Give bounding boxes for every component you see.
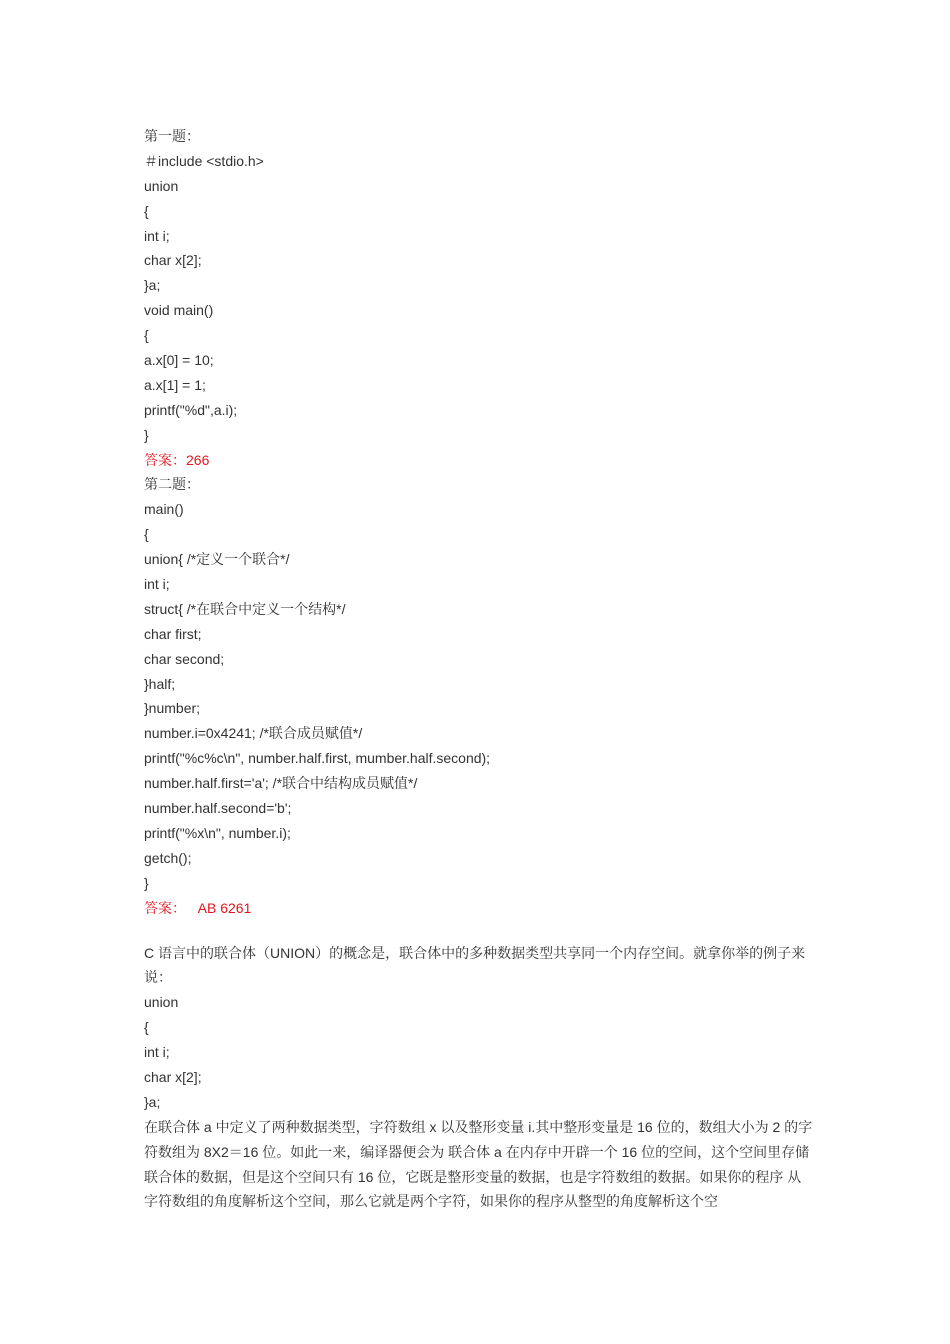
code-line: printf("%d",a.i); [144,401,238,418]
code-line: union [144,177,179,194]
question-1-code [144,149,814,448]
code-line: char x[2]; [144,252,202,269]
code-line: union{ /*定义一个联合*/ [144,551,290,568]
code-line: }a; [144,1093,161,1110]
code-line: { [144,526,149,543]
question-1-answer: 答案：266 [144,451,210,468]
code-line: getch(); [144,849,192,866]
code-line: char x[2]; [144,1068,202,1085]
code-line: number.half.second='b'; [144,800,292,817]
explanation-code [144,990,814,1114]
document-page [144,124,814,1214]
code-line: }number; [144,700,201,717]
code-line: { [144,1019,149,1036]
explanation-intro: C 语言中的联合体（UNION）的概念是，联合体中的多种数据类型共享同一个内存空间。就拿你举的例子来说： [144,944,806,986]
question-2-answer: 答案： AB 6261 [144,899,252,916]
code-line: printf("%x\n", number.i); [144,824,291,841]
code-line: { [144,327,149,344]
code-line: char first; [144,625,202,642]
code-line: union [144,994,179,1011]
code-line: }a; [144,277,161,294]
code-line: int i; [144,576,170,593]
section-gap [144,921,814,941]
code-line: main() [144,501,184,518]
code-line: void main() [144,302,214,319]
code-line: a.x[0] = 10; [144,352,214,369]
explanation-body: 在联合体 a 中定义了两种数据类型，字符数组 x 以及整形变量 i.其中整形变量是 16 位的，数组大小为 2 的字符数组为 8X2＝16 位。如此一来，编译器便会为 联合体 a 在内存中开辟一个 16 位的空间，这个空间里存储联合体的数据，但是这个空间只有 16 位，它既是整形变量的数据，也是字符数组的数据。如果你的程序 从字符数组的角度解析这个空间，那么它就是两个字符，如果你的程序从整型的角度解析这个空 [144,1118,813,1210]
code-line: number.i=0x4241; /*联合成员赋值*/ [144,725,363,742]
code-line: ＃include <stdio.h> [144,152,264,169]
code-line: int i; [144,1044,170,1061]
question-2-title: 第二题： [144,476,200,493]
code-line: int i; [144,227,170,244]
code-line: number.half.first='a'; /*联合中结构成员赋值*/ [144,775,418,792]
code-line: struct{ /*在联合中定义一个结构*/ [144,600,346,617]
code-line: a.x[1] = 1; [144,376,206,393]
question-1-title: 第一题： [144,128,200,144]
code-line: } [144,874,149,891]
code-line: char second; [144,650,225,667]
code-line: { [144,202,149,219]
code-line: }half; [144,675,176,692]
code-line: } [144,426,149,443]
question-2-code [144,497,814,895]
code-line: printf("%c%c\n", number.half.first, mumber.half.second); [144,750,491,767]
